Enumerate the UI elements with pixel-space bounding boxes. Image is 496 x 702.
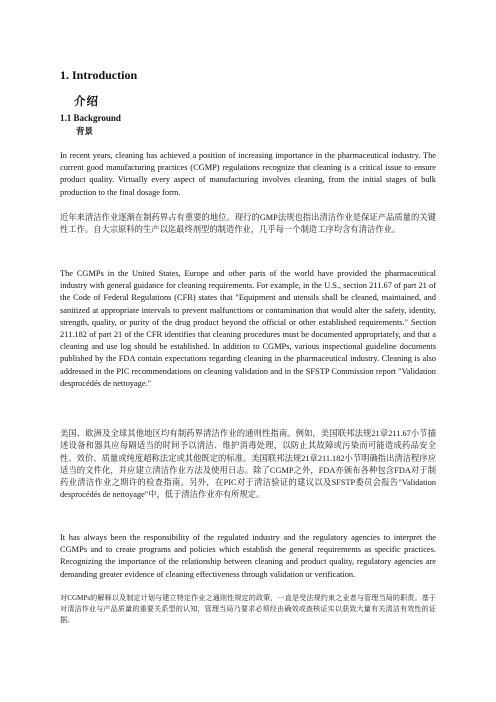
paragraph-2-english: The CGMPs in the United States, Europe and other parts of the world have provided the pharmaceutical industry with general guidance for cleaning requirements. For example, in the U.S., section 211.67 of part 21 of the Code of Federal Regulations (CFR) states that "Equipment and utensils shall be cleaned, maintained, and sanitized at appropriate intervals to prevent malfunctions or contamination that would alter the safety, identity, strength, quality, or purity of the drug product beyond the official or other established requirements." Section 211.182 of part 21 of the CFR identifies that cleaning procedures must be documented appropriately, and that a cleaning and use log should be established. In addition to CGMPs, various inspectional guideline documents published by the FDA contain expectations regarding cleaning in the pharmaceutical industry. Cleaning is also addressed in the PIC recommendations on cleaning validation and in the SFSTP Commission report "Validation desprocédés de nettoyage." xyxy=(60,269,436,388)
section-title-cn: 介绍 xyxy=(74,96,99,108)
paragraph-2-chinese: 美国、欧洲及全球其他地区均有制药界清洁作业的通则性指南。例如，美国联邦法规21章211.67小节描述设备和器具应每隔适当的时间予以清洁、维护消毒处理，以防止其故障或污染而可能造成药品安全性、效价、质量或纯度超称法定或其他既定的标准。美国联邦法规21章211.182小节明确指出清洁程序应适当的文件化，并应建立清洁作业方法及使用日志。除了CGMP之外，FDA亦颁布各种包含FDA对于制药业清洁作业之期许的检查指南。另外，在PIC对于清洁验证的建议以及SFSTP委员会报告"Validation desprocédés de nettoyage"中，低于清洁作业亦有所规定。 xyxy=(60,429,436,500)
paragraph-3-english: It has always been the responsibility of the regulated industry and the regulatory agencies to interpret the CGMPs and to create programs and policies which establish the general requirements as specific practices. Recognizing the importance of the relationship between cleaning and product quality, regulatory agencies are demanding greater evidence of cleaning effectiveness through validation or verification. xyxy=(60,533,436,579)
paragraph-3-chinese: 对CGMPs的解释以及制定计划与建立特定作业之通则性规定的政策，一直是受法规约束之业者与管理当局的职责。基于对清洁作业与产品质量的重要关系型的认知，管理当局乃要求必须经由确效或查核证实以获致大量有关清洁有效性的证据。 xyxy=(60,594,436,625)
subsection-title: 1.1 Background xyxy=(60,113,121,123)
paragraph-1-chinese: 近年来清洁作业逐渐在制药界占有重要的地位。现行的GMP法规也指出清洁作业是保证产品质量的关键性工作。自大宗原料的生产以迄最终剂型的制造作业，几乎每一个制造工序均含有清洁作业。 xyxy=(60,213,436,235)
subsection-title-cn: 背景 xyxy=(76,126,94,136)
section-title: 1. Introduction xyxy=(60,68,138,82)
paragraph-1-english: In recent years, cleaning has achieved a position of increasing importance in the pharmaceutical industry. The current good manufacturing practices (CGMP) regulations recognize that cleaning is a critical issue to ensure product quality. Virtually every aspect of manufacturing involves cleaning, from the initial stages of bulk production to the final dosage form. xyxy=(60,151,436,197)
